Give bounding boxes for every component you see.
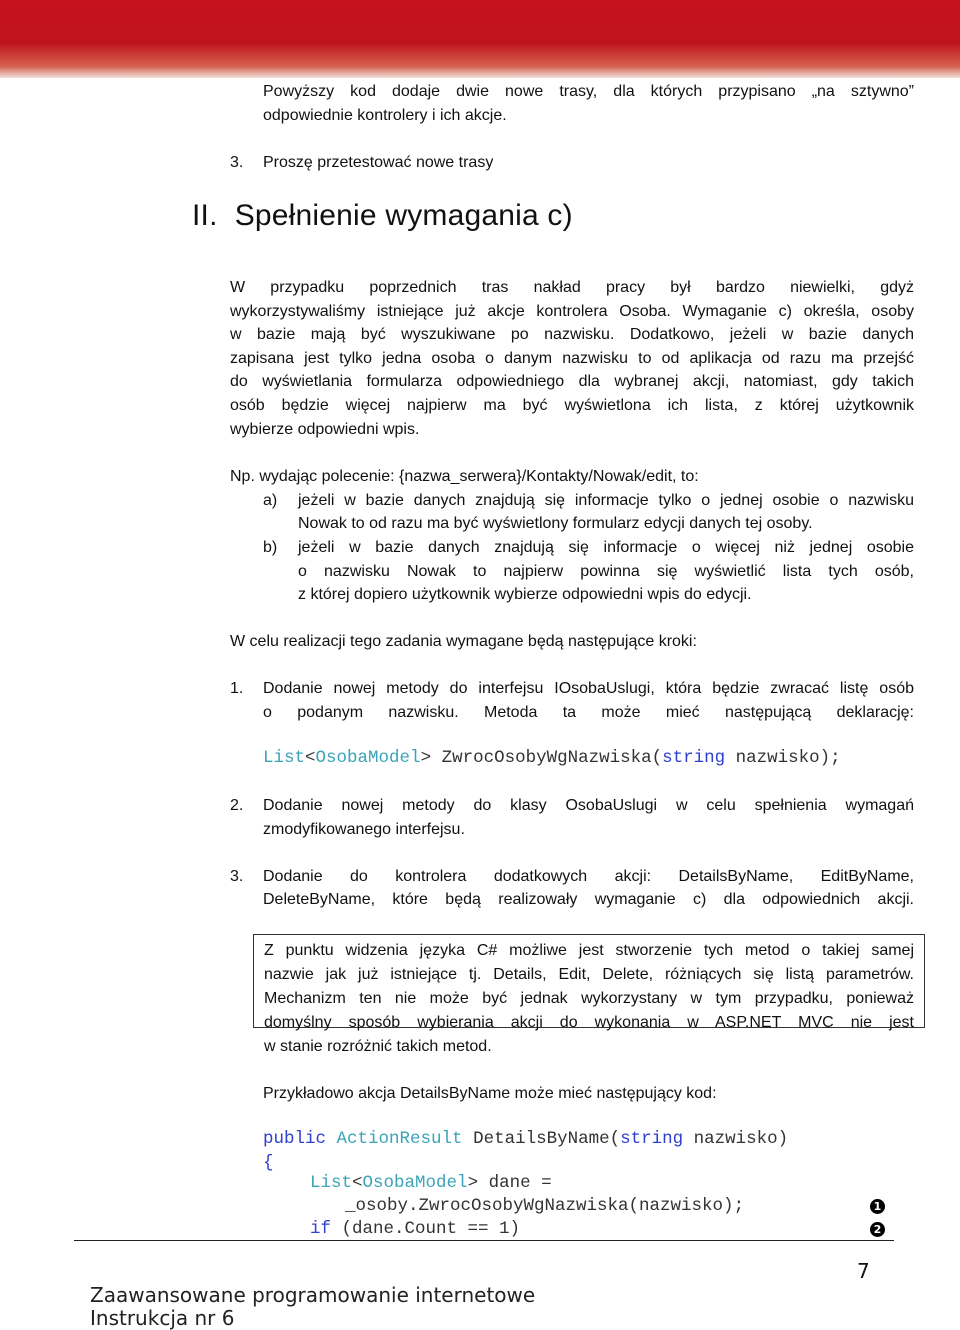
- footer-course-title: Zaawansowane programowanie internetowe: [90, 1283, 536, 1307]
- note-box: [253, 934, 925, 1055]
- note-line: Mechanizm ten nie może być jednak wykorzystany w tym przypadku, ponieważ: [264, 990, 914, 1007]
- paragraph-line: wybierze odpowiedni wpis.: [230, 421, 420, 438]
- note-line: Z punktu widzenia języka C# możliwe jest stworzenie tych metod o takiej samej: [264, 942, 914, 959]
- code-token: <: [305, 748, 316, 768]
- example-b-line: z której dopiero użytkownik wybierze odpowiedni wpis do edycji.: [298, 586, 752, 603]
- code-token: List: [263, 748, 306, 768]
- step-3-text: Proszę przetestować nowe trasy: [263, 154, 494, 171]
- marker-2-icon: 2: [870, 1222, 885, 1237]
- section-title: Spełnienie wymagania c): [234, 199, 573, 232]
- code-token: nazwisko);: [725, 748, 841, 768]
- note-line: w stanie rozróżnić takich metod.: [264, 1038, 492, 1055]
- step-1-line: o podanym nazwisku. Metoda ta może mieć następującą deklarację:: [263, 704, 914, 721]
- paragraph-line: zapisana jest tylko jedna osoba o danym nazwisku to od aplikacja od razu ma przejść: [230, 350, 914, 367]
- step-2-number: 2.: [230, 797, 244, 814]
- footer-divider: [74, 1240, 894, 1241]
- header-banner: [0, 0, 960, 78]
- step-1-number: 1.: [230, 680, 244, 697]
- example-a-line: Nowak to od razu ma być wyświetlony formularz edycji danych tej osoby.: [298, 515, 813, 532]
- paragraph-line: wykorzystywaliśmy istniejące już akcje kontrolera Osoba. Wymaganie c) określa, osoby: [230, 303, 914, 320]
- code-token: DetailsByName(: [462, 1129, 621, 1149]
- code-declaration: [263, 747, 841, 771]
- code-token: List: [310, 1173, 353, 1193]
- step-3b-line: Dodanie do kontrolera dodatkowych akcji: DetailsByName, EditByName,: [263, 868, 914, 885]
- example-b-line: o nazwisku Nowak to najpierw powinna się wyświetlić lista tych osób,: [298, 563, 914, 580]
- code-intro: Przykładowo akcja DetailsByName może mieć następujący kod:: [263, 1085, 717, 1102]
- code-token: OsobaModel: [362, 1173, 468, 1193]
- code-token: <: [352, 1173, 363, 1193]
- code-token: if: [310, 1219, 332, 1239]
- marker-1-icon: 1: [870, 1199, 885, 1214]
- step-1-line: Dodanie nowej metody do interfejsu IOsobaUslugi, która będzie zwracać listę osób: [263, 680, 914, 697]
- step-2-line: Dodanie nowej metody do klasy OsobaUslugi w celu spełnienia wymagań: [263, 797, 914, 814]
- code-line-1: [263, 1128, 788, 1152]
- code-token: string: [620, 1129, 684, 1149]
- intro-line-1: Powyższy kod dodaje dwie nowe trasy, dla których przypisano „na sztywno”: [263, 83, 914, 100]
- code-token: public: [263, 1129, 327, 1149]
- paragraph-line: do wyświetlania formularza odpowiedniego dla wybranej akcji, natomiast, gdy takich: [230, 373, 914, 390]
- code-token: ActionResult: [336, 1129, 463, 1149]
- example-b-line: jeżeli w bazie danych znajdują się informacje o więcej niż jednej osobie: [298, 539, 914, 556]
- example-b-label: b): [263, 539, 278, 556]
- code-line-5: [310, 1218, 520, 1242]
- code-token: > dane =: [467, 1173, 552, 1193]
- note-line: nazwie jak już istniejące tj. Details, Edit, Delete, różniących się listą parametrów.: [264, 966, 914, 983]
- example-a-line: jeżeli w bazie danych znajdują się informacje tylko o jednej osobie o nazwisku: [298, 492, 914, 509]
- paragraph-line: w bazie mają być wyszukiwane po nazwisku. Dodatkowo, jeżeli w bazie danych: [230, 326, 914, 343]
- section-number: II.: [192, 199, 218, 232]
- example-a-label: a): [263, 492, 278, 509]
- code-line-4: _osoby.ZwrocOsobyWgNazwiska(nazwisko);: [345, 1196, 745, 1216]
- page-number: 7: [857, 1259, 870, 1283]
- intro-line-2: odpowiednie kontrolery i ich akcje.: [263, 107, 507, 124]
- step-3-number: 3.: [230, 154, 244, 171]
- footer-instruction-number: Instrukcja nr 6: [90, 1306, 235, 1330]
- code-token: > ZwrocOsobyWgNazwiska(: [420, 748, 663, 768]
- code-line-2: {: [263, 1153, 274, 1173]
- code-token: OsobaModel: [315, 748, 421, 768]
- code-token: (dane.Count == 1): [331, 1219, 521, 1239]
- paragraph-line: osób będzie więcej najpierw ma być wyświetlona ich lista, z której użytkownik: [230, 397, 914, 414]
- step-3b-line: DeleteByName, które będą realizowały wymaganie c) dla odpowiednich akcji.: [263, 891, 914, 908]
- step-2-line: zmodyfikowanego interfejsu.: [263, 821, 465, 838]
- code-token: nazwisko): [683, 1129, 789, 1149]
- code-line-3: [310, 1172, 552, 1196]
- paragraph-line: W przypadku poprzednich tras nakład pracy był bardzo niewielki, gdyż: [230, 279, 914, 296]
- example-intro: Np. wydając polecenie: {nazwa_serwera}/Kontakty/Nowak/edit, to:: [230, 468, 699, 485]
- note-line: domyślny sposób wybierania akcji do wykonania w ASP.NET MVC nie jest: [264, 1014, 914, 1031]
- steps-intro: W celu realizacji tego zadania wymagane będą następujące kroki:: [230, 633, 697, 650]
- step-3b-number: 3.: [230, 868, 244, 885]
- section-heading: [192, 196, 573, 236]
- code-token: string: [662, 748, 726, 768]
